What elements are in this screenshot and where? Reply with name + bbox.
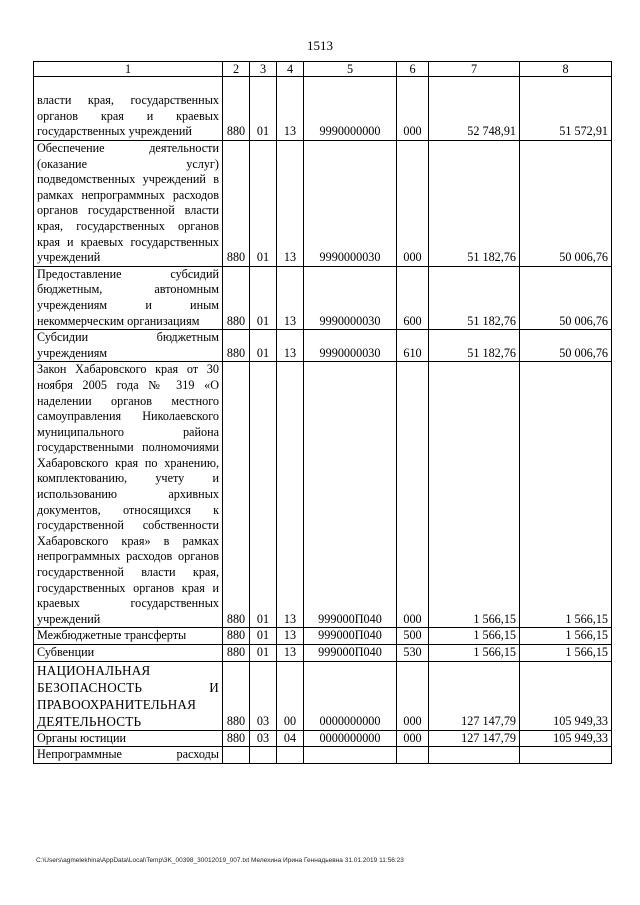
cell-c4: 13 <box>277 266 304 329</box>
cell-c3: 01 <box>250 330 277 362</box>
row-name: Межбюджетные трансферты <box>34 628 223 645</box>
col-header-6: 6 <box>397 62 429 77</box>
cell-c4: 13 <box>277 628 304 645</box>
header-row <box>34 62 612 77</box>
cell-c6: 000 <box>397 77 429 141</box>
col-header-7: 7 <box>429 62 520 77</box>
cell-c2: 880 <box>223 645 250 662</box>
cell-c2: 880 <box>223 362 250 628</box>
cell-c2: 880 <box>223 141 250 267</box>
cell-c6 <box>397 747 429 764</box>
cell-c4: 13 <box>277 77 304 141</box>
cell-c8 <box>520 747 612 764</box>
cell-c3: 01 <box>250 645 277 662</box>
row-name: Непрограммные расходы <box>34 747 223 764</box>
cell-c4 <box>277 747 304 764</box>
cell-c5: 999000П040 <box>304 362 397 628</box>
cell-c8: 50 006,76 <box>520 266 612 329</box>
cell-c7: 1 566,15 <box>429 362 520 628</box>
cell-c6: 530 <box>397 645 429 662</box>
cell-c7: 127 147,79 <box>429 661 520 730</box>
cell-c8: 1 566,15 <box>520 628 612 645</box>
cell-c7: 1 566,15 <box>429 628 520 645</box>
table-row <box>34 628 612 645</box>
row-name: Субвенции <box>34 645 223 662</box>
table-row <box>34 266 612 329</box>
cell-c5: 999000П040 <box>304 645 397 662</box>
row-name: Закон Хабаровского края от 30 ноября 2005 года № 319 «О наделении органов местного самоуправления Николаевского муниципального района государственными полномочиями Хабаровского края по хранению, комплектованию, учету и использованию архивных документов, относящихся к государственной собственности Хабаровского края» в рамках непрограммных расходов органов государственной власти края, государственных органов края и краевых государственных учреждений <box>34 362 223 628</box>
col-header-1: 1 <box>34 62 223 77</box>
col-header-3: 3 <box>250 62 277 77</box>
cell-c8: 105 949,33 <box>520 730 612 747</box>
row-name: Предоставление субсидий бюджетным, автономным учреждениям и иным некоммерческим организациям <box>34 266 223 329</box>
cell-c2: 880 <box>223 730 250 747</box>
cell-c2: 880 <box>223 77 250 141</box>
col-header-4: 4 <box>277 62 304 77</box>
cell-c4: 13 <box>277 645 304 662</box>
col-header-2: 2 <box>223 62 250 77</box>
cell-c3: 01 <box>250 628 277 645</box>
cell-c8: 50 006,76 <box>520 330 612 362</box>
cell-c8: 1 566,15 <box>520 362 612 628</box>
cell-c7: 51 182,76 <box>429 141 520 267</box>
table-row <box>34 747 612 764</box>
table-row <box>34 645 612 662</box>
cell-c2: 880 <box>223 330 250 362</box>
page-number: 1513 <box>307 38 333 53</box>
cell-c2: 880 <box>223 266 250 329</box>
table-row <box>34 77 612 141</box>
cell-c5: 9990000000 <box>304 77 397 141</box>
cell-c6: 000 <box>397 362 429 628</box>
cell-c4: 00 <box>277 661 304 730</box>
cell-c2: 880 <box>223 661 250 730</box>
cell-c8: 50 006,76 <box>520 141 612 267</box>
cell-c7: 51 182,76 <box>429 330 520 362</box>
col-header-5: 5 <box>304 62 397 77</box>
cell-c2: 880 <box>223 628 250 645</box>
col-header-8: 8 <box>520 62 612 77</box>
cell-c4: 13 <box>277 330 304 362</box>
cell-c3: 03 <box>250 730 277 747</box>
cell-c6: 610 <box>397 330 429 362</box>
table-row <box>34 730 612 747</box>
file-path-footer: C:\Users\agmelekhina\AppData\Local\Temp\3K_00398_30012019_007.txt Мелехина Ирина Геннадьевна 31.01.2019 11:56:23 <box>36 857 404 864</box>
budget-table <box>33 61 612 764</box>
cell-c5: 9990000030 <box>304 266 397 329</box>
table-row <box>34 141 612 267</box>
cell-c5: 0000000000 <box>304 661 397 730</box>
cell-c5: 0000000000 <box>304 730 397 747</box>
cell-c6: 000 <box>397 141 429 267</box>
cell-c4: 13 <box>277 141 304 267</box>
row-name: Субсидии бюджетным учреждениям <box>34 330 223 362</box>
row-name: Обеспечение деятельности (оказание услуг) подведомственных учреждений в рамках непрограммных расходов органов государственной власти края, государственных органов края и краевых государственных учреждений <box>34 141 223 267</box>
cell-c3: 01 <box>250 141 277 267</box>
cell-c3 <box>250 747 277 764</box>
cell-c8: 1 566,15 <box>520 645 612 662</box>
cell-c4: 04 <box>277 730 304 747</box>
cell-c5: 9990000030 <box>304 330 397 362</box>
cell-c5 <box>304 747 397 764</box>
table-row <box>34 330 612 362</box>
table-row <box>34 661 612 730</box>
cell-c3: 01 <box>250 362 277 628</box>
cell-c7: 1 566,15 <box>429 645 520 662</box>
cell-c6: 500 <box>397 628 429 645</box>
cell-c7: 52 748,91 <box>429 77 520 141</box>
cell-c8: 105 949,33 <box>520 661 612 730</box>
cell-c6: 000 <box>397 730 429 747</box>
cell-c5: 9990000030 <box>304 141 397 267</box>
cell-c4: 13 <box>277 362 304 628</box>
cell-c7: 127 147,79 <box>429 730 520 747</box>
row-name: власти края, государственных органов края и краевых государственных учреждений <box>34 77 223 141</box>
cell-c2 <box>223 747 250 764</box>
row-name: НАЦИОНАЛЬНАЯ БЕЗОПАСНОСТЬ И ПРАВООХРАНИТЕЛЬНАЯ ДЕЯТЕЛЬНОСТЬ <box>34 661 223 730</box>
table-row <box>34 362 612 628</box>
cell-c8: 51 572,91 <box>520 77 612 141</box>
row-name: Органы юстиции <box>34 730 223 747</box>
cell-c7 <box>429 747 520 764</box>
cell-c3: 03 <box>250 661 277 730</box>
cell-c6: 600 <box>397 266 429 329</box>
cell-c6: 000 <box>397 661 429 730</box>
cell-c3: 01 <box>250 77 277 141</box>
cell-c5: 999000П040 <box>304 628 397 645</box>
cell-c7: 51 182,76 <box>429 266 520 329</box>
cell-c3: 01 <box>250 266 277 329</box>
